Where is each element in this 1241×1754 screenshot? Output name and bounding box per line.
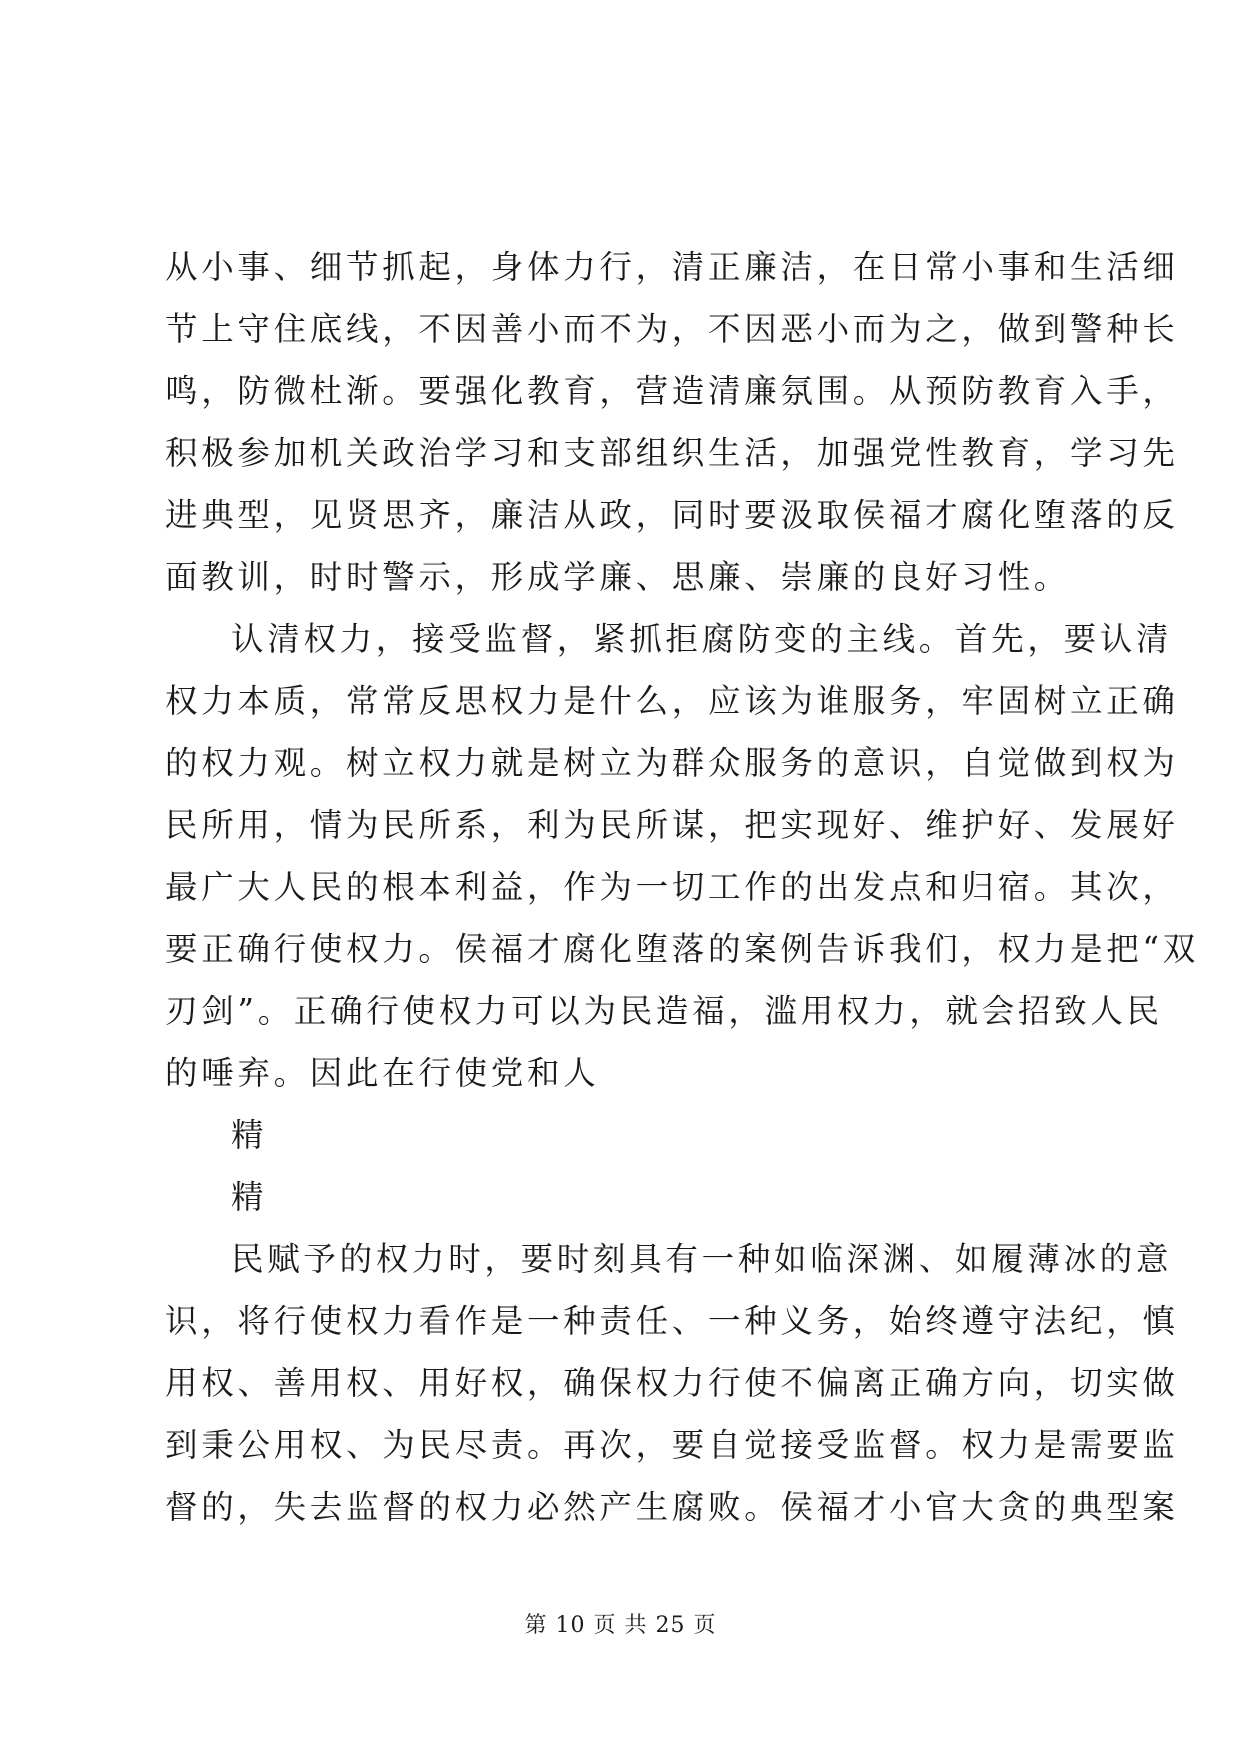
text-line: 要正确行使权力。侯福才腐化堕落的案例告诉我们，权力是把“双 — [165, 930, 1199, 968]
text-line: 最广大人民的根本利益，作为一切工作的出发点和归宿。其次， — [165, 868, 1179, 906]
text-line: 节上守住底线，不因善小而不为，不因恶小而为之，做到警种长 — [165, 310, 1179, 348]
text-line: 进典型，见贤思齐，廉洁从政，同时要汲取侯福才腐化堕落的反 — [165, 496, 1179, 534]
text-line: 从小事、细节抓起，身体力行，清正廉洁，在日常小事和生活细 — [165, 248, 1179, 286]
text-line: 的唾弃。因此在行使党和人 — [165, 1054, 600, 1092]
page-number-footer: 第 10 页 共 25 页 — [524, 1613, 717, 1638]
text-line: 认清权力，接受监督，紧抓拒腐防变的主线。首先，要认清 — [231, 620, 1173, 658]
document-body — [165, 236, 1199, 1538]
text-line: 到秉公用权、为民尽责。再次，要自觉接受监督。权力是需要监 — [165, 1426, 1179, 1464]
text-line: 识，将行使权力看作是一种责任、一种义务，始终遵守法纪，慎 — [165, 1302, 1179, 1340]
text-line: 民所用，情为民所系，利为民所谋，把实现好、维护好、发展好 — [165, 806, 1179, 844]
text-line: 鸣，防微杜渐。要强化教育，营造清廉氛围。从预防教育入手， — [165, 372, 1179, 410]
text-line: 面教训，时时警示，形成学廉、思廉、崇廉的良好习性。 — [165, 558, 1071, 596]
text-line: 用权、善用权、用好权，确保权力行使不偏离正确方向，切实做 — [165, 1364, 1179, 1402]
text-line: 督的，失去监督的权力必然产生腐败。侯福才小官大贪的典型案 — [165, 1488, 1179, 1526]
text-line: 民赋予的权力时，要时刻具有一种如临深渊、如履薄冰的意 — [231, 1240, 1173, 1278]
text-line: 精 — [231, 1178, 268, 1216]
text-line: 刃剑”。正确行使权力可以为民造福，滥用权力，就会招致人民 — [165, 992, 1163, 1030]
text-line: 积极参加机关政治学习和支部组织生活，加强党性教育，学习先 — [165, 434, 1179, 472]
text-line: 精 — [231, 1116, 268, 1154]
text-line: 权力本质，常常反思权力是什么，应该为谁服务，牢固树立正确 — [165, 682, 1179, 720]
text-line: 的权力观。树立权力就是树立为群众服务的意识，自觉做到权为 — [165, 744, 1179, 782]
